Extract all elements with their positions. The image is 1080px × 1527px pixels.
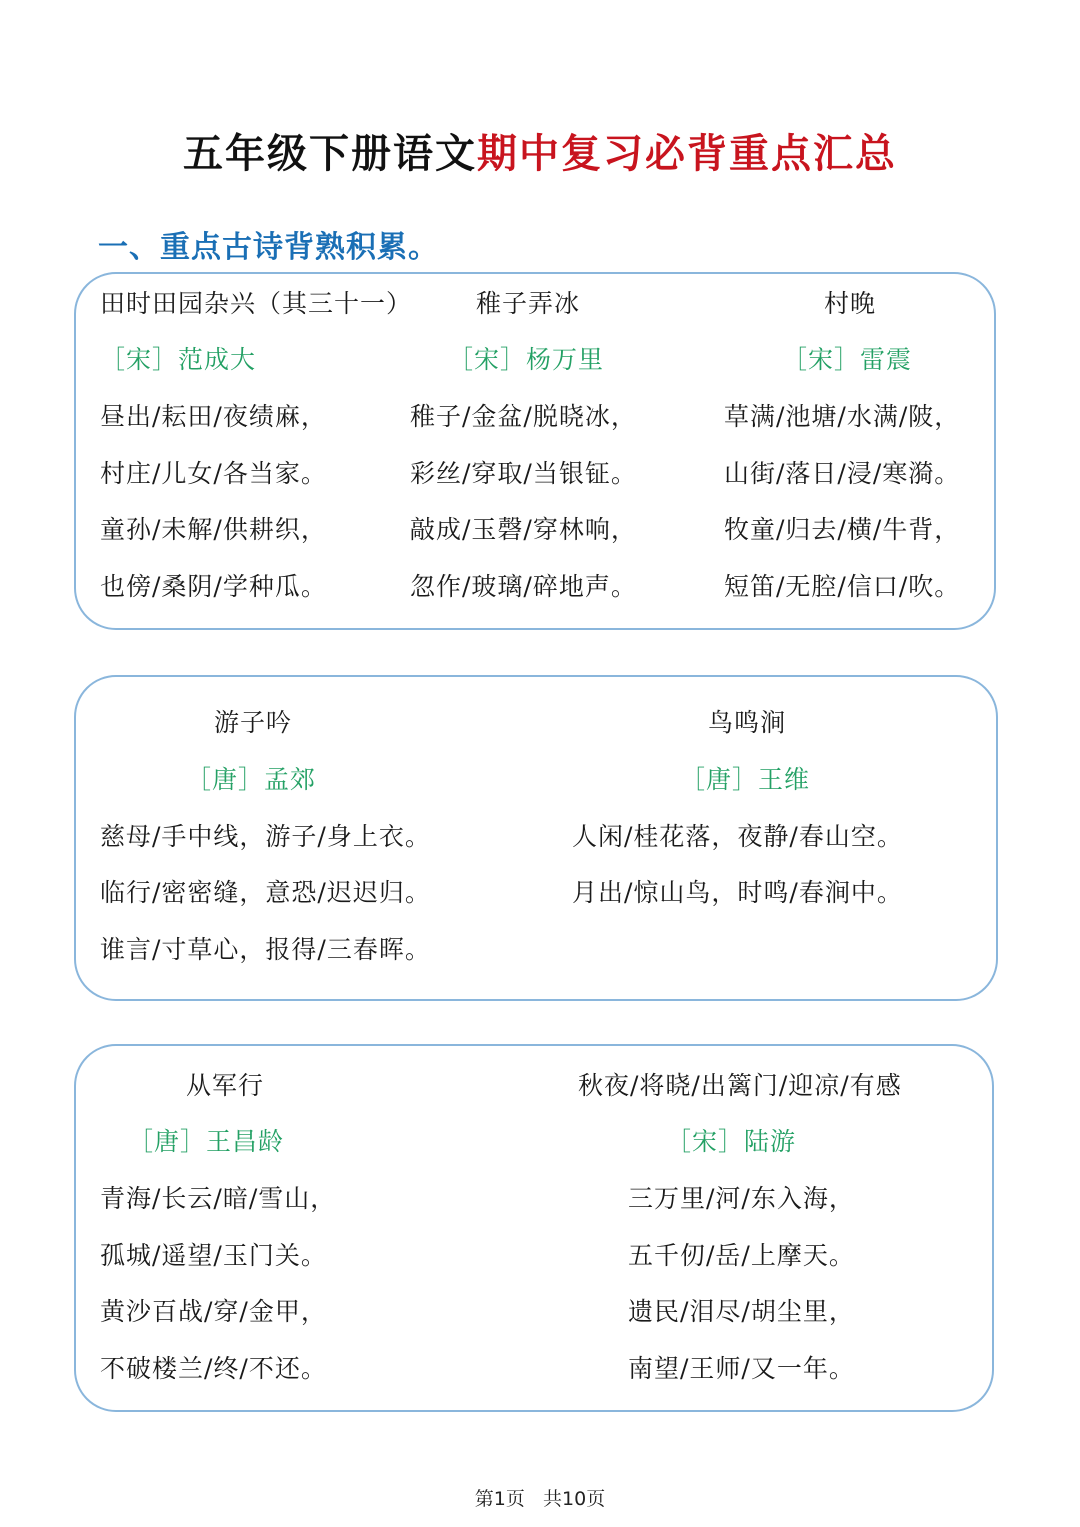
poem-author: ［唐］王昌龄 [128, 1127, 285, 1156]
poem-line: 忽作/玻璃/碎地声。 [410, 572, 637, 601]
poem-title: 鸟鸣涧 [708, 708, 787, 737]
poem-line: 谁言/寸草心，报得/三春晖。 [100, 935, 431, 964]
poem-line: 慈母/手中线，游子/身上衣。 [100, 822, 431, 851]
poem-author: ［唐］孟郊 [186, 765, 317, 794]
poem-line: 敲成/玉磬/穿林响， [410, 515, 637, 544]
poem-line: 不破楼兰/终/不还。 [100, 1354, 327, 1383]
poem-line: 人闲/桂花落，夜静/春山空。 [572, 822, 903, 851]
poem-line: 临行/密密缝，意恐/迟迟归。 [100, 878, 431, 907]
poem-line: 五千仞/岳/上摩天。 [628, 1241, 855, 1270]
poem-title: 从军行 [186, 1071, 265, 1100]
poem-author: ［宋］范成大 [100, 345, 257, 374]
poem-line: 青海/长云/暗/雪山， [100, 1184, 337, 1213]
poem-title: 游子吟 [214, 708, 293, 737]
poem-line: 稚子/金盆/脱晓冰， [410, 402, 637, 431]
poem-line: 牧童/归去/横/牛背， [724, 515, 961, 544]
poem-line: 三万里/河/东入海， [628, 1184, 855, 1213]
poem-title: 稚子弄冰 [476, 289, 581, 318]
page-title [0, 122, 1080, 179]
poem-line: 昼出/耘田/夜绩麻， [100, 402, 327, 431]
poem-title: 田时田园杂兴（其三十一） [100, 289, 413, 318]
poem-line: 山街/落日/浸/寒漪。 [724, 459, 961, 488]
poem-line: 村庄/儿女/各当家。 [100, 459, 327, 488]
page-total: 共10页 [543, 1488, 606, 1510]
poem-line: 童孙/未解/供耕织， [100, 515, 327, 544]
poem-title: 村晚 [824, 289, 877, 318]
poem-author: ［宋］杨万里 [448, 345, 605, 374]
poem-line: 孤城/遥望/玉门关。 [100, 1241, 327, 1270]
poem-line: 月出/惊山鸟，时鸣/春涧中。 [572, 878, 903, 907]
poem-line: 也傍/桑阴/学种瓜。 [100, 572, 327, 601]
poem-line: 黄沙百战/穿/金甲， [100, 1297, 327, 1326]
poem-line: 南望/王师/又一年。 [628, 1354, 855, 1383]
poem-author: ［宋］陆游 [666, 1127, 797, 1156]
section-heading: 一、重点古诗背熟积累。 [98, 230, 439, 265]
page-number: 第1页 [474, 1488, 525, 1510]
poem-line: 草满/池塘/水满/陂， [724, 402, 961, 431]
poem-line: 彩丝/穿取/当银钲。 [410, 459, 637, 488]
poem-author: ［唐］王维 [680, 765, 811, 794]
page-title-red: 期中复习必背重点汇总 [477, 131, 897, 177]
poem-line: 短笛/无腔/信口/吹。 [724, 572, 961, 601]
poem-title: 秋夜/将晓/出篱门/迎凉/有感 [578, 1071, 902, 1100]
page-footer [0, 1484, 1080, 1511]
page-title-black: 五年级下册语文 [183, 131, 477, 177]
poem-line: 遗民/泪尽/胡尘里， [628, 1297, 855, 1326]
poem-author: ［宋］雷震 [782, 345, 913, 374]
